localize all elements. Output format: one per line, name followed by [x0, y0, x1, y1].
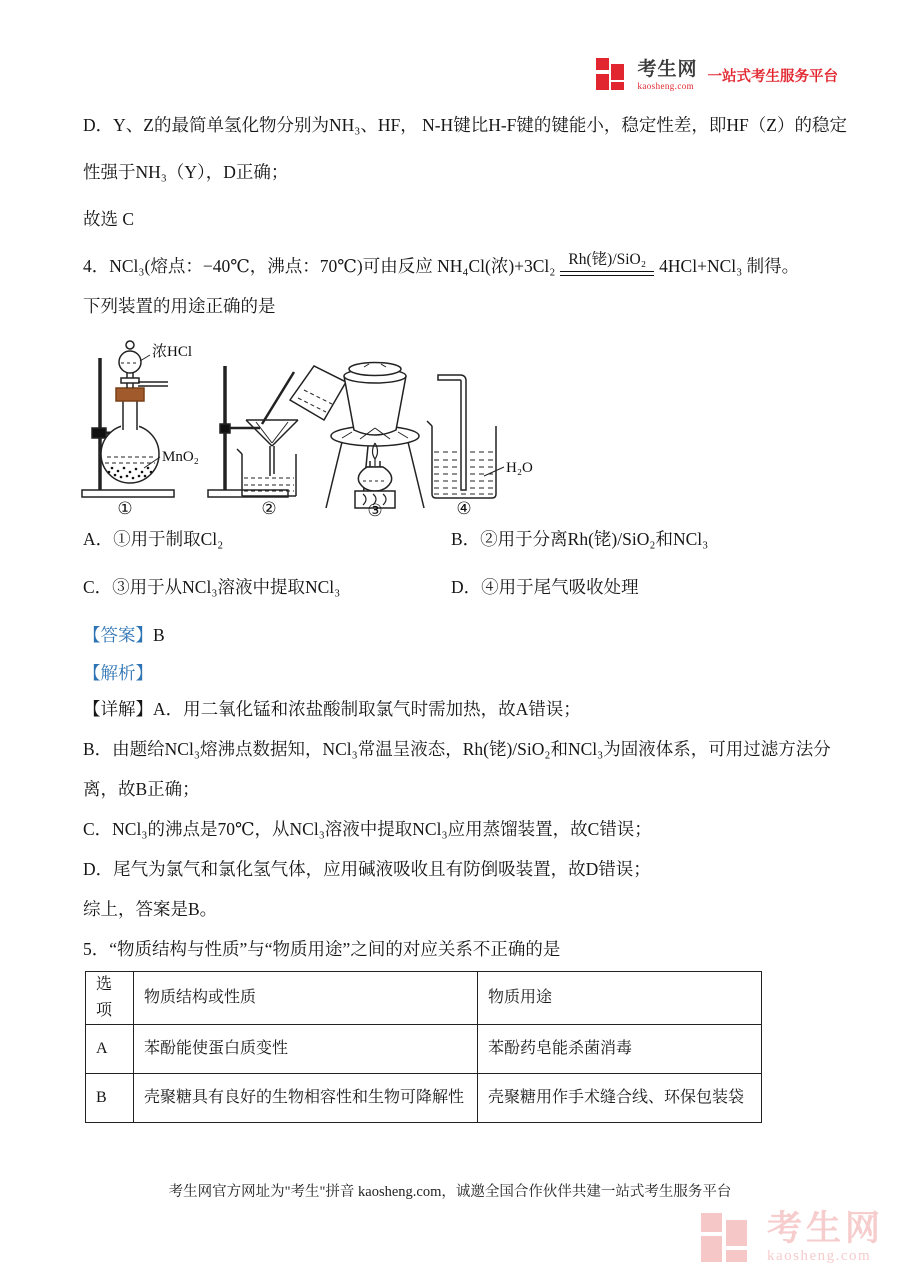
table-header-row [86, 972, 762, 1025]
option-b: B．②用于分离Rh(铑)/SiO₂和NCl₃ [451, 529, 709, 549]
label-h2o: H₂O [506, 460, 533, 476]
table-header-cell: 物质用途 [478, 972, 762, 1025]
table-row [86, 1025, 762, 1074]
detail-line: C．NCl₃的沸点是70℃，从NCl₃溶液中提取NCl₃应用蒸馏装置，故C错误； [83, 819, 652, 839]
table-cell: 壳聚糖具有良好的生物相容性和生物可降解性 [134, 1074, 478, 1123]
kaosheng-watermark-icon [701, 1209, 755, 1265]
label-mno2: MnO₂ [162, 449, 199, 465]
watermark [701, 1209, 884, 1265]
detail-line: D．尾气为氯气和氯化氢气体，应用碱液吸收且有防倒吸装置，故D错误； [83, 859, 651, 879]
analysis-label: 【解析】 [83, 663, 153, 683]
figure-number-2: ② [261, 499, 277, 518]
explanation-d-line1: D．Y、Z的最简单氢化物分别为NH₃、HF， N-H键比H-F键的键能小，稳定性差，即HF（Z）的稳定 [83, 115, 847, 135]
explanation-d-line2: 性强于NH₃（Y），D正确； [83, 162, 289, 182]
table-cell: A [86, 1025, 134, 1074]
question-5-table [85, 971, 762, 1123]
detail-line: 【详解】A．用二氧化锰和浓盐酸制取氯气时需加热，故A错误； [83, 699, 581, 719]
kaosheng-logo-icon [596, 58, 630, 92]
apparatus-figure [80, 340, 825, 520]
question-4-stem [83, 253, 825, 279]
label-concentrated-hcl: 浓HCl [152, 344, 193, 360]
table-header-cell: 选项 [86, 972, 134, 1025]
logo-domain: kaosheng.com [637, 80, 695, 91]
option-c: C．③用于从NCl₃溶液中提取NCl₃ [83, 577, 341, 597]
footer-text: 考生网官方网址为"考生"拼音 kaosheng.com，诚邀全国合作伙伴共建一站式考生服务平台 [168, 1184, 732, 1200]
apparatus-2-filtration-icon [208, 366, 346, 497]
figure-number-4: ④ [456, 499, 472, 518]
table-cell: 壳聚糖用作手术缝合线、环保包装袋 [478, 1074, 762, 1123]
answer-choose-c: 故选 C [83, 209, 135, 229]
table-header-cell: 物质结构或性质 [134, 972, 478, 1025]
option-d: D．④用于尾气吸收处理 [451, 577, 639, 597]
question-4-stem2: 下列装置的用途正确的是 [83, 296, 276, 316]
table-row [86, 1074, 762, 1123]
logo-tagline: 一站式考生服务平台 [707, 68, 838, 85]
detail-line: B．由题给NCl₃熔沸点数据知，NCl₃常温呈液态，Rh(铑)/SiO₂和NCl₃为固液体系，可用过滤方法分 [83, 739, 831, 759]
logo-text-block [637, 60, 697, 91]
logo-name: 考生网 [637, 58, 698, 80]
figure-number-1: ① [117, 499, 133, 518]
q4-equation-right: 4HCl+NCl₃ 制得。 [659, 256, 800, 276]
site-logo [596, 58, 838, 92]
detail-line: 综上，答案是B。 [83, 899, 218, 919]
q4-equation-left: 4．NCl₃(熔点：−40℃，沸点：70℃)可由反应 NH₄Cl(浓)+3Cl₂ [83, 256, 556, 276]
answer-label: 【答案】 [83, 625, 153, 645]
double-bar-icon [560, 271, 654, 276]
answer-value: B [153, 625, 165, 645]
watermark-domain: kaosheng.com [766, 1247, 872, 1264]
table-cell: 苯酚能使蛋白质变性 [134, 1025, 478, 1074]
question-4-options [83, 526, 825, 600]
q4-catalyst-over-equals [560, 250, 654, 276]
answer-line [83, 622, 825, 648]
table-cell: 苯酚药皂能杀菌消毒 [478, 1025, 762, 1074]
figure-number-3: ③ [367, 501, 383, 520]
option-a: A．①用于制取Cl₂ [83, 529, 224, 549]
document-body [83, 112, 847, 1123]
watermark-text-block [766, 1208, 884, 1264]
question-5-stem: 5．“物质结构与性质”与“物质用途”之间的对应关系不正确的是 [83, 939, 561, 959]
detail-line: 离，故B正确； [83, 779, 200, 799]
q4-catalyst-text: Rh(铑)/SiO₂ [568, 251, 647, 268]
apparatus-4-absorption-beaker-icon [427, 375, 504, 498]
apparatus-1-gas-generator-icon [82, 341, 174, 497]
watermark-name: 考生网 [766, 1208, 884, 1248]
table-cell: B [86, 1074, 134, 1123]
